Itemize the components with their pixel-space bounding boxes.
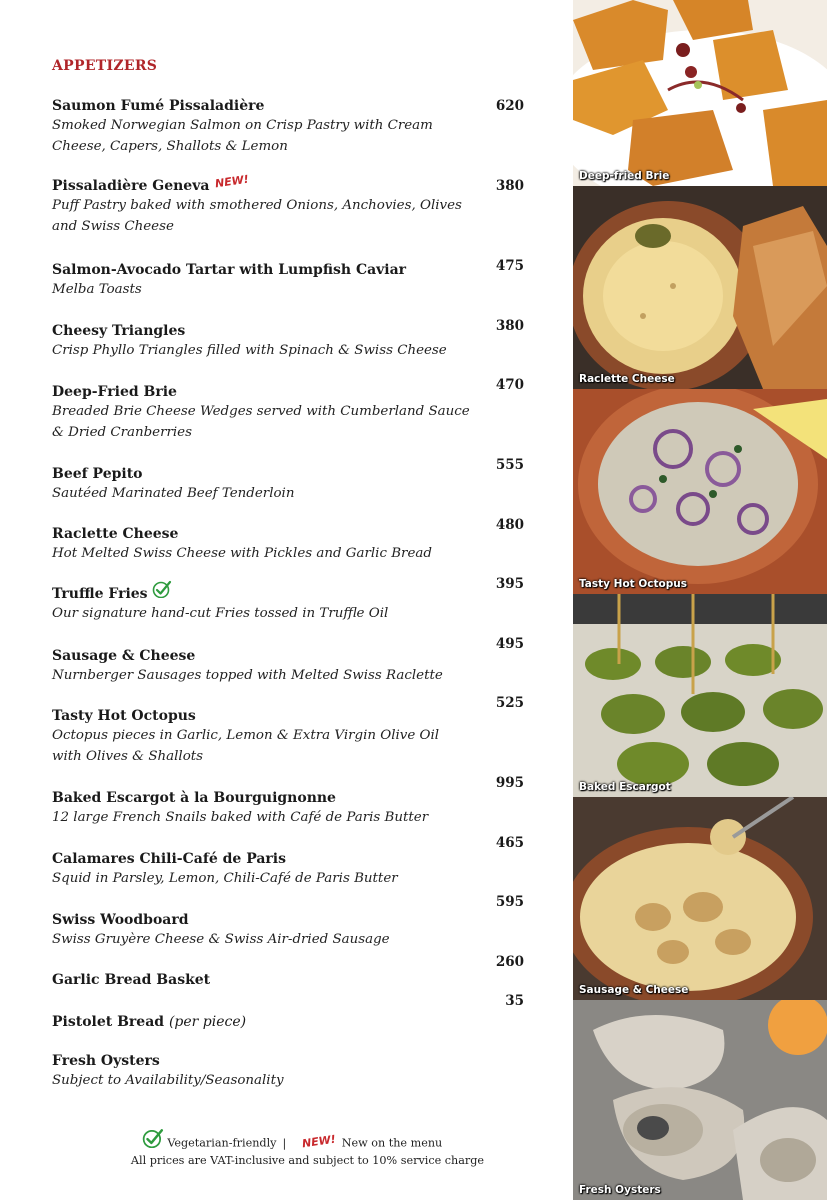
raclette-cheese-image <box>573 186 827 389</box>
item-desc: Squid in Parsley, Lemon, Chili-Café de Paris Butter <box>52 871 398 886</box>
photo-caption: Baked Escargot <box>579 781 671 793</box>
menu-item-baked-escargot <box>52 788 492 829</box>
photo-caption: Fresh Oysters <box>579 1184 661 1196</box>
deep-fried-brie-image <box>573 0 827 186</box>
vegetarian-leaf-icon <box>142 1128 164 1155</box>
photo-caption: Raclette Cheese <box>579 373 675 385</box>
menu-item-sausage-cheese <box>52 646 492 687</box>
item-desc: 12 large French Snails baked with Café de Paris Butter <box>52 810 429 825</box>
photo-baked-escargot <box>573 594 827 797</box>
item-price: 395 <box>495 576 524 592</box>
legend <box>40 1132 540 1155</box>
item-price: 465 <box>495 835 524 851</box>
item-name-suffix: (per piece) <box>168 1014 247 1030</box>
item-name: Deep-Fried Brie <box>52 384 177 400</box>
sausage-cheese-image <box>573 797 827 1000</box>
menu-item-salmon-avocado <box>52 260 492 301</box>
item-name: Beef Pepito <box>52 466 143 482</box>
vegetarian-leaf-icon <box>152 580 172 604</box>
item-desc: Sautéed Marinated Beef Tenderloin <box>52 486 295 501</box>
menu-item-saumon <box>52 96 492 157</box>
item-name: Truffle Fries <box>52 586 148 602</box>
item-desc: Smoked Norwegian Salmon on Crisp Pastry with Cream <box>52 118 433 133</box>
photo-raclette-cheese <box>573 186 827 389</box>
menu-item-calamares <box>52 849 492 890</box>
item-name: Fresh Oysters <box>52 1053 160 1069</box>
item-name-row <box>52 584 492 604</box>
item-desc: Melba Toasts <box>52 282 142 297</box>
item-name: Pistolet Bread <box>52 1014 165 1030</box>
menu-item-deep-fried-brie <box>52 382 492 443</box>
menu-item-cheesy-triangles <box>52 321 492 362</box>
item-desc: Nurnberger Sausages topped with Melted Swiss Raclette <box>52 668 443 683</box>
item-price: 475 <box>495 258 524 274</box>
item-name: Salmon-Avocado Tartar with Lumpfish Caviar <box>52 262 407 278</box>
photo-caption: Sausage & Cheese <box>579 984 689 996</box>
item-desc: Our signature hand-cut Fries tossed in Truffle Oil <box>52 606 389 621</box>
item-price: 380 <box>495 178 524 194</box>
menu-item-pissaladiere-geneva <box>52 172 492 237</box>
menu-item-raclette-cheese <box>52 524 492 565</box>
photo-deep-fried-brie <box>573 0 827 186</box>
item-desc: with Olives & Shallots <box>52 748 204 764</box>
item-price: 260 <box>495 954 524 970</box>
item-price: 525 <box>495 695 524 711</box>
photo-sausage-cheese <box>573 797 827 1000</box>
item-name: Garlic Bread Basket <box>52 972 211 988</box>
item-name: Swiss Woodboard <box>52 912 189 928</box>
item-price: 35 <box>505 993 524 1009</box>
menu-item-beef-pepito <box>52 464 492 505</box>
item-desc: Hot Melted Swiss Cheese with Pickles and Garlic Bread <box>52 546 432 561</box>
item-price: 595 <box>495 894 524 910</box>
fresh-oysters-image <box>573 1000 827 1200</box>
tasty-hot-octopus-image <box>573 389 827 594</box>
item-name: Tasty Hot Octopus <box>52 708 196 724</box>
item-name: Saumon Fumé Pissaladière <box>52 98 265 114</box>
item-desc: Subject to Availability/Seasonality <box>52 1073 284 1088</box>
item-desc: Puff Pastry baked with smothered Onions, Anchovies, Olives <box>52 198 462 213</box>
baked-escargot-image <box>573 594 827 797</box>
item-price: 620 <box>495 98 524 114</box>
menu-item-garlic-bread <box>52 970 492 990</box>
item-name: Sausage & Cheese <box>52 648 196 664</box>
item-desc: Crisp Phyllo Triangles filled with Spinach & Swiss Cheese <box>52 343 447 358</box>
legend-separator: | <box>282 1136 287 1150</box>
menu-item-tasty-hot-octopus <box>52 706 492 767</box>
item-name: Cheesy Triangles <box>52 323 186 339</box>
new-badge-icon: NEW! <box>301 1132 337 1150</box>
item-desc: & Dried Cranberries <box>52 424 192 440</box>
item-name-row <box>52 1012 492 1032</box>
item-name: Raclette Cheese <box>52 526 179 542</box>
photo-fresh-oysters <box>573 1000 827 1200</box>
item-price: 470 <box>495 377 524 393</box>
item-price: 995 <box>495 775 524 791</box>
photo-caption: Tasty Hot Octopus <box>579 578 687 590</box>
photo-tasty-hot-octopus <box>573 389 827 594</box>
item-price: 495 <box>495 636 524 652</box>
item-price: 555 <box>495 457 524 473</box>
item-desc: Swiss Gruyère Cheese & Swiss Air-dried Sausage <box>52 932 390 947</box>
item-price: 380 <box>495 318 524 334</box>
section-title: APPETIZERS <box>52 58 158 74</box>
new-badge-icon: NEW! <box>214 172 250 191</box>
item-price: 480 <box>495 517 524 533</box>
item-desc: and Swiss Cheese <box>52 218 174 234</box>
item-desc: Cheese, Capers, Shallots & Lemon <box>52 138 288 154</box>
photo-caption: Deep-fried Brie <box>579 170 670 182</box>
footnote: All prices are VAT-inclusive and subject to 10% service charge <box>130 1154 485 1167</box>
menu-item-pistolet-bread <box>52 1012 492 1032</box>
item-name: Pissaladière Geneva <box>52 178 210 194</box>
item-name-row <box>52 172 492 196</box>
item-name: Baked Escargot à la Bourguignonne <box>52 790 336 806</box>
item-desc: Breaded Brie Cheese Wedges served with Cumberland Sauce <box>52 404 470 419</box>
legend-veg-label: Vegetarian-friendly <box>167 1136 277 1150</box>
menu-item-fresh-oysters <box>52 1051 492 1092</box>
menu-item-truffle-fries <box>52 584 492 625</box>
item-desc: Octopus pieces in Garlic, Lemon & Extra Virgin Olive Oil <box>52 728 440 743</box>
menu-item-swiss-woodboard <box>52 910 492 951</box>
photo-column <box>573 0 827 1200</box>
legend-new-label: New on the menu <box>341 1136 443 1150</box>
item-name: Calamares Chili-Café de Paris <box>52 851 287 867</box>
legend-row <box>40 1132 540 1155</box>
